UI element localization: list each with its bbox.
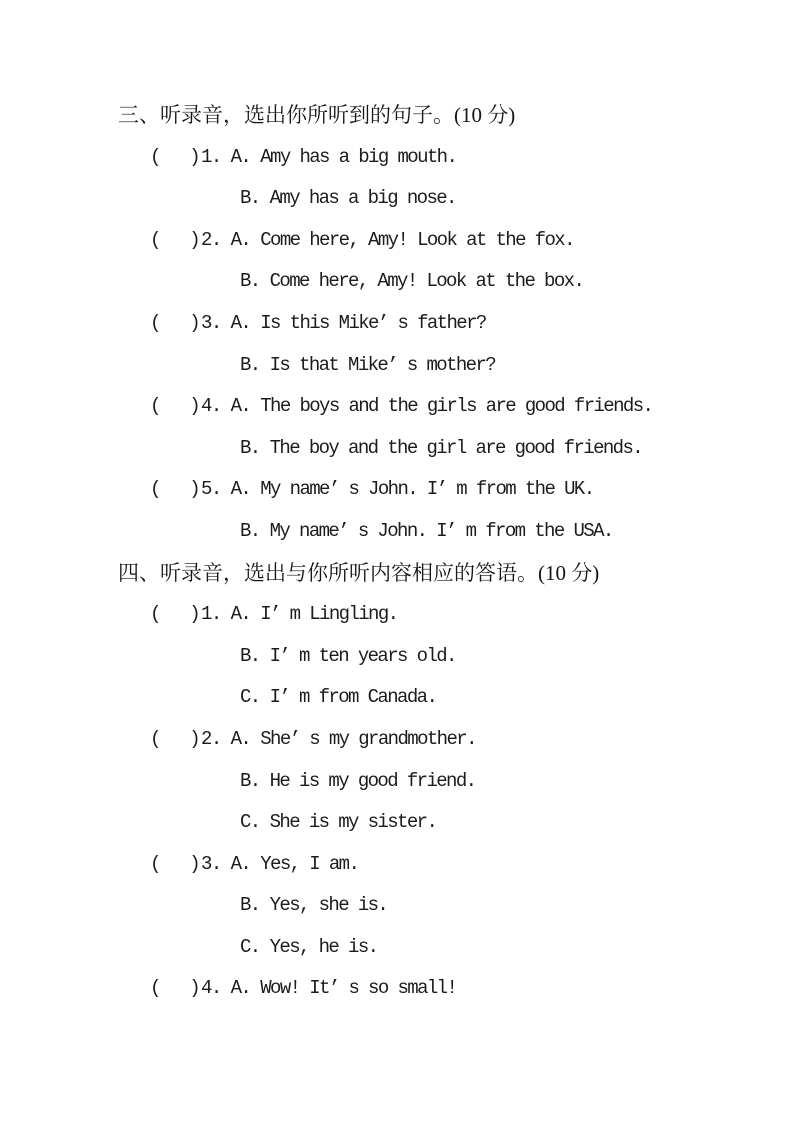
answer-bracket: ( ) [150,852,200,875]
option-text: Come here, Amy! Look at the fox. [260,228,574,251]
option-label: A. [230,395,251,418]
option-label: A. [230,603,251,626]
option-text: He is my good friend. [269,769,476,792]
option-text: She’ s my grandmother. [260,727,476,750]
option-line [0,677,793,719]
section-3-heading: 三、听录音，选出你所听到的句子。(10 分) [118,103,516,127]
option-text: Come here, Amy! Look at the box. [269,270,584,293]
option-label: A. [230,852,251,875]
option-line [0,927,793,969]
option-text: Yes, he is. [269,935,378,958]
question-line [0,719,793,761]
option-label: B. [240,270,260,293]
option-text: I’ m ten years old. [269,644,456,667]
option-label: B. [240,187,260,210]
answer-bracket: ( ) [150,727,200,750]
option-text: Yes, she is. [269,894,388,917]
answer-bracket: ( ) [150,977,200,1000]
answer-bracket: ( ) [150,395,200,418]
option-line [0,261,793,303]
answer-bracket: ( ) [150,228,200,251]
section-4-heading: 四、听录音，选出与你所听内容相应的答语。(10 分) [118,560,600,585]
option-text: Is that Mike’ s mother? [269,353,496,376]
option-label: B. [240,769,260,792]
option-line [0,428,793,470]
option-label: A. [230,311,251,334]
question-number: 4. [201,395,221,418]
question-number: 3. [201,311,221,334]
option-text: My name’ s John. I’ m from the USA. [269,519,613,542]
option-line [0,761,793,803]
question-line [0,386,793,428]
option-text: Wow! It’ s so small! [260,977,457,1000]
answer-bracket: ( ) [150,145,200,168]
question-line [0,303,793,345]
question-number: 2. [201,228,221,251]
question-number: 4. [201,977,221,1000]
option-label: B. [240,519,260,542]
question-line [0,137,793,179]
question-number: 2. [201,727,221,750]
option-text: Amy has a big nose. [269,187,456,210]
question-line [0,844,793,886]
option-text: Is this Mike’ s father? [260,311,486,334]
option-label: A. [230,228,251,251]
option-text: My name’ s John. I’ m from the UK. [260,478,594,501]
option-label: A. [230,727,251,750]
option-text: I’ m Lingling. [260,603,398,626]
option-line [0,511,793,553]
option-label: B. [240,644,260,667]
option-text: I’ m from Canada. [269,686,437,709]
option-label: C. [240,935,260,958]
question-line [0,968,793,1010]
option-text: Amy has a big mouth. [260,145,457,168]
option-line [0,178,793,220]
option-text: She is my sister. [269,811,437,834]
option-label: A. [230,977,251,1000]
question-line [0,594,793,636]
answer-bracket: ( ) [150,603,200,626]
option-label: B. [240,436,260,459]
option-line [0,802,793,844]
question-line [0,220,793,262]
option-text: Yes, I am. [260,852,359,875]
option-label: C. [240,686,260,709]
answer-bracket: ( ) [150,478,200,501]
option-label: A. [230,145,251,168]
answer-bracket: ( ) [150,311,200,334]
option-line [0,636,793,678]
option-text: The boys and the girls are good friends. [260,395,653,418]
question-line [0,469,793,511]
option-text: The boy and the girl are good friends. [269,436,643,459]
option-line [0,345,793,387]
question-number: 1. [201,603,221,626]
option-label: A. [230,478,251,501]
question-number: 5. [201,478,221,501]
question-number: 3. [201,852,221,875]
question-number: 1. [201,145,221,168]
option-line [0,885,793,927]
option-label: C. [240,811,260,834]
option-label: B. [240,894,260,917]
option-label: B. [240,353,260,376]
